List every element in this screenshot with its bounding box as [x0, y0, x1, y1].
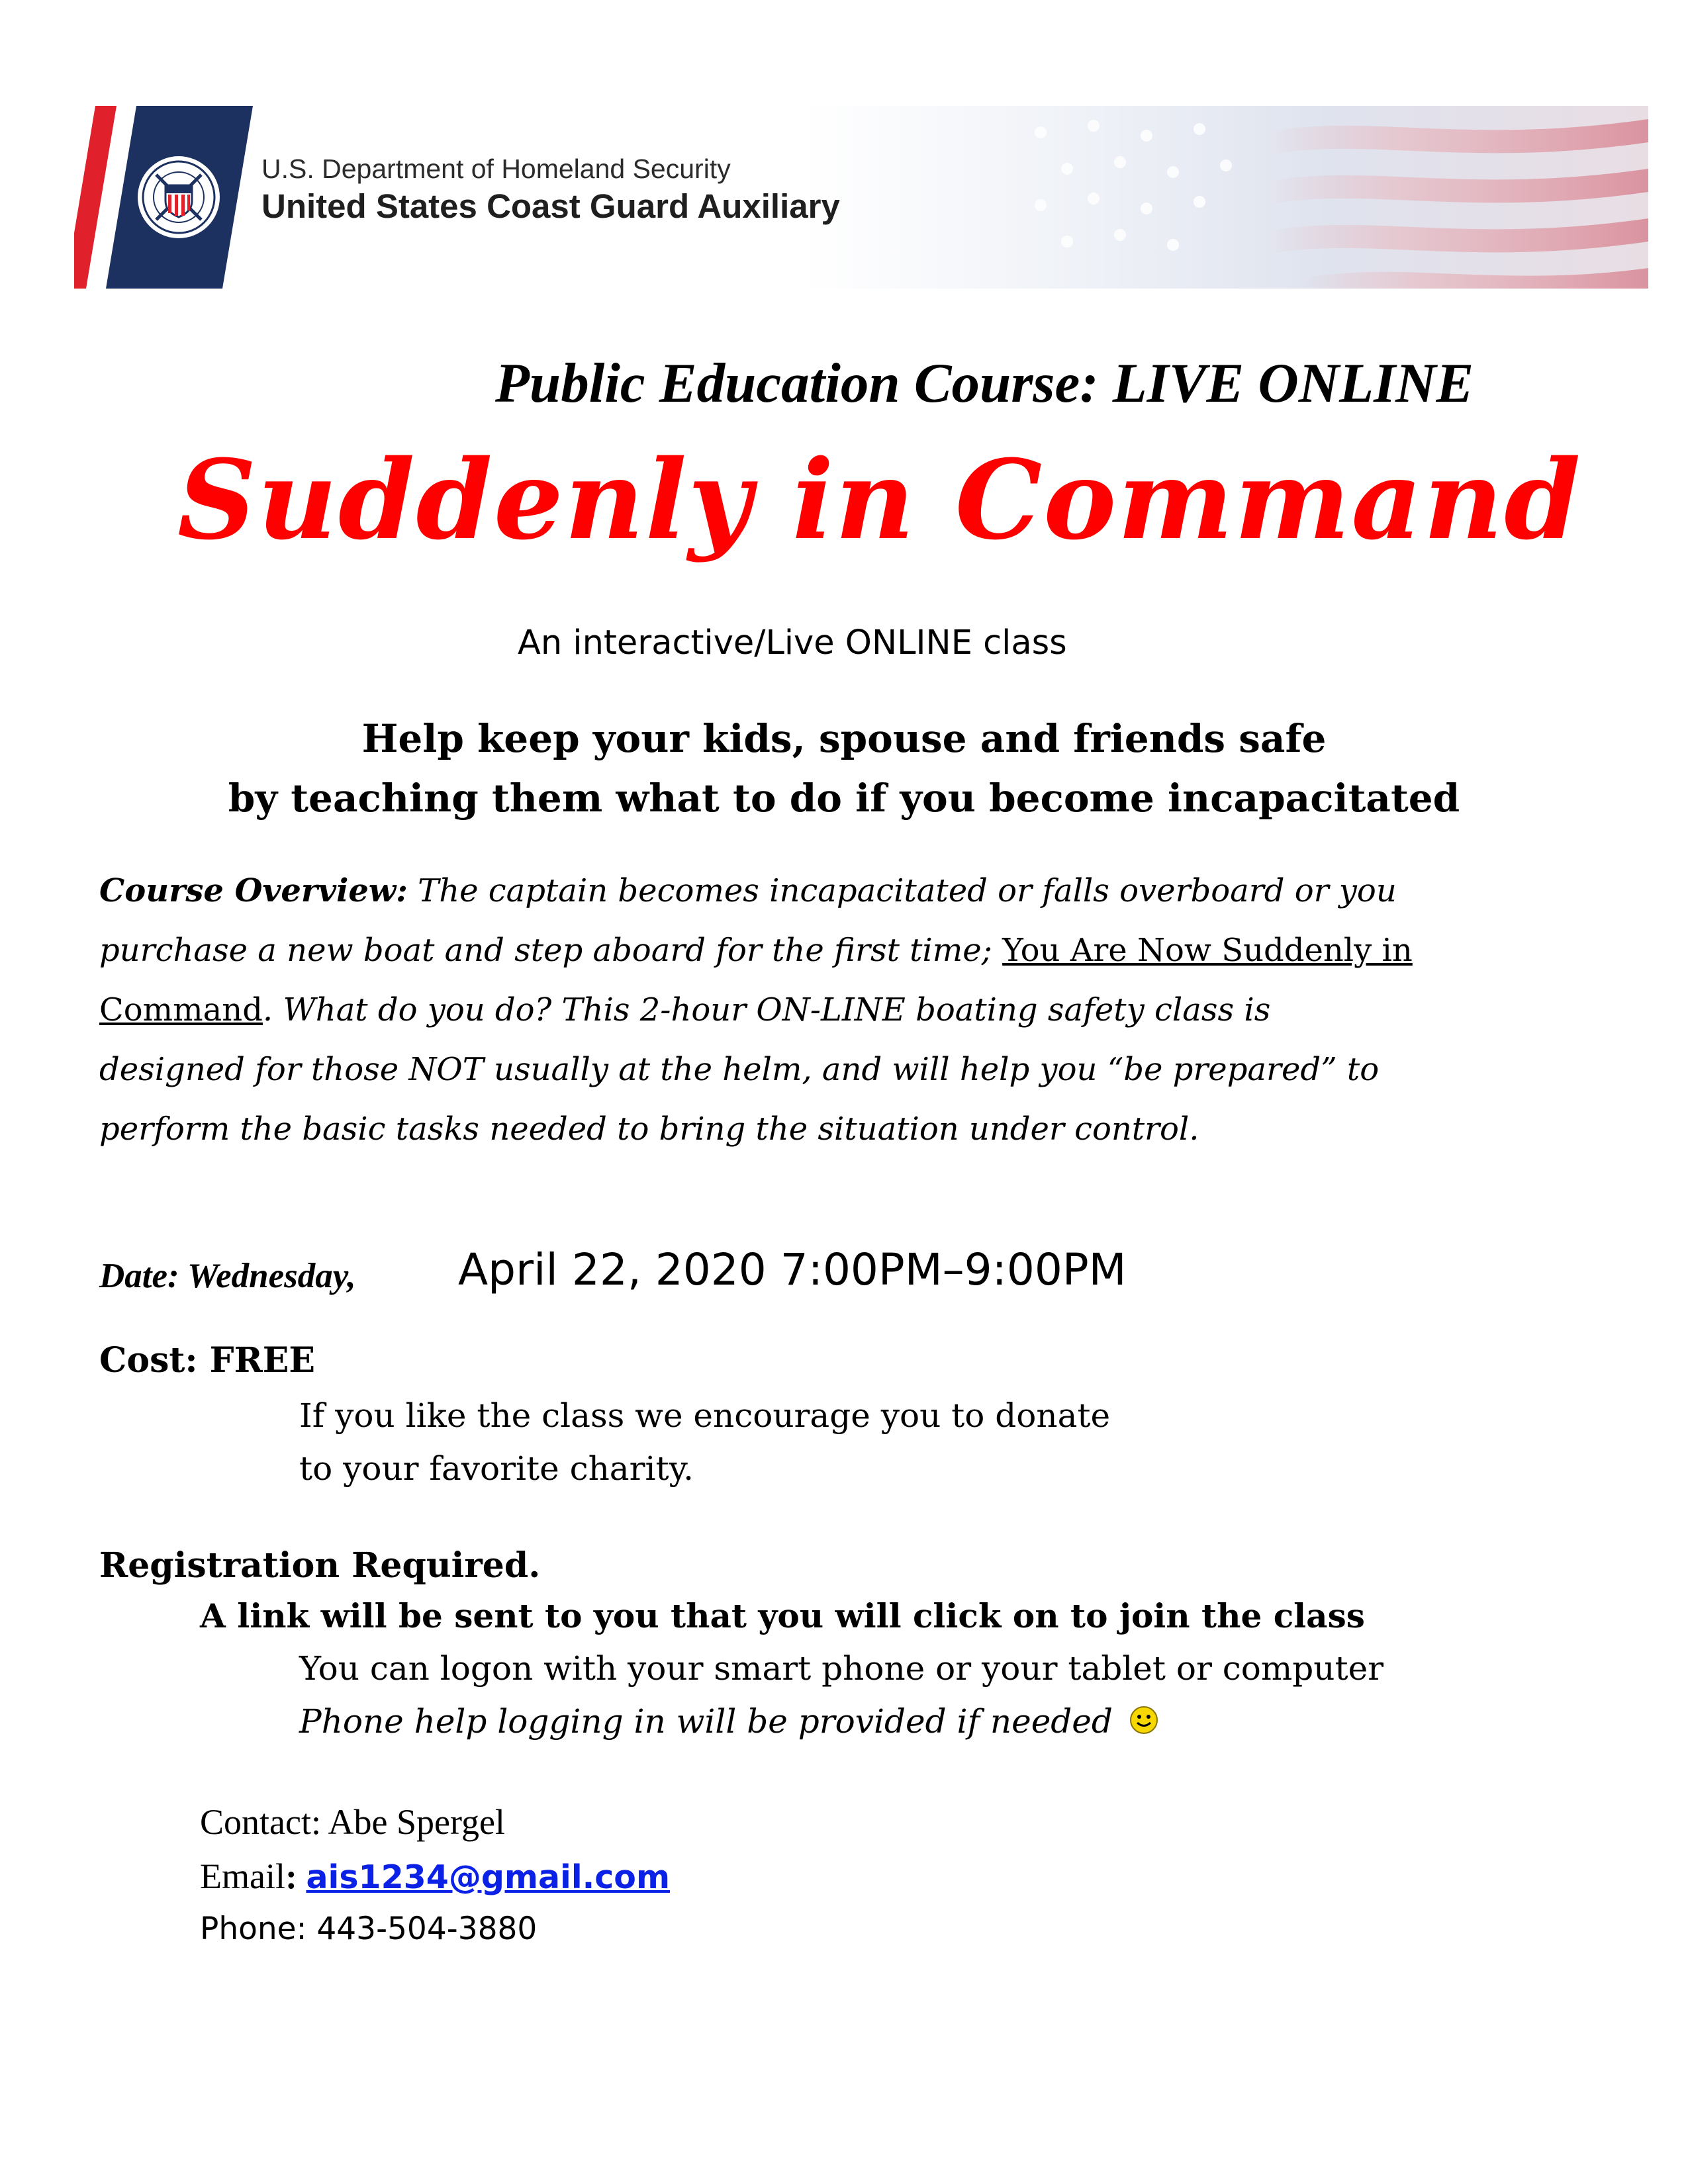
registration-help-row — [299, 1702, 1159, 1741]
overview-line-5: perform the basic tasks needed to bring the situation under control. — [99, 1111, 1199, 1148]
course-type-heading: Public Education Course: LIVE ONLINE — [495, 352, 1474, 414]
overview-text: purchase a new boat and step aboard for the first time; — [99, 932, 1003, 969]
smiley-icon — [1129, 1705, 1159, 1735]
flag-background — [802, 106, 1648, 289]
registration-label: Registration Required. — [99, 1545, 541, 1586]
overview-text: . What do you do? This 2-hour ON-LINE boating safety class is — [262, 991, 1271, 1028]
cost-note-line-2: to your favorite charity. — [299, 1449, 694, 1488]
email-row — [200, 1856, 670, 1897]
phone-number: Phone: 443-504-3880 — [200, 1911, 538, 1947]
department-name: U.S. Department of Homeland Security — [261, 154, 731, 184]
overview-text: The captain becomes incapacitated or falls overboard or you — [407, 872, 1397, 909]
overview-line-4: designed for those NOT usually at the helm, and will help you “be prepared” to — [99, 1051, 1380, 1088]
header-banner — [74, 106, 1648, 289]
tagline-line-1: Help keep your kids, spouse and friends safe — [361, 716, 1327, 761]
email-link[interactable]: ais1234@gmail.com — [306, 1858, 671, 1896]
organization-name: United States Coast Guard Auxiliary — [261, 187, 840, 225]
date-label: Date: Wednesday, — [99, 1257, 356, 1295]
cost-label: Cost: FREE — [99, 1340, 316, 1381]
registration-link-note: A link will be sent to you that you will click on to join the class — [200, 1596, 1365, 1635]
overview-line-2 — [99, 932, 1413, 969]
coast-guard-seal-icon — [138, 156, 220, 238]
cost-note-line-1: If you like the class we encourage you to donate — [299, 1396, 1111, 1435]
overview-line-1 — [99, 872, 1397, 909]
course-subtitle: An interactive/Live ONLINE class — [518, 623, 1067, 662]
date-value: April 22, 2020 7:00PM–9:00PM — [458, 1244, 1127, 1295]
registration-help: Phone help logging in will be provided if needed — [299, 1702, 1113, 1741]
overview-label: Course Overview: — [99, 872, 408, 909]
email-label: Email — [200, 1856, 285, 1896]
overview-emphasis: Command — [99, 991, 263, 1028]
email-colon: : — [285, 1856, 297, 1896]
registration-devices: You can logon with your smart phone or your tablet or computer — [299, 1649, 1384, 1688]
course-title: Suddenly in Command — [177, 435, 1582, 564]
tagline-line-2: by teaching them what to do if you become incapacitated — [228, 776, 1460, 821]
overview-emphasis: You Are Now Suddenly in — [1002, 932, 1413, 969]
overview-line-3 — [99, 991, 1270, 1028]
contact-name: Contact: Abe Spergel — [200, 1802, 505, 1842]
